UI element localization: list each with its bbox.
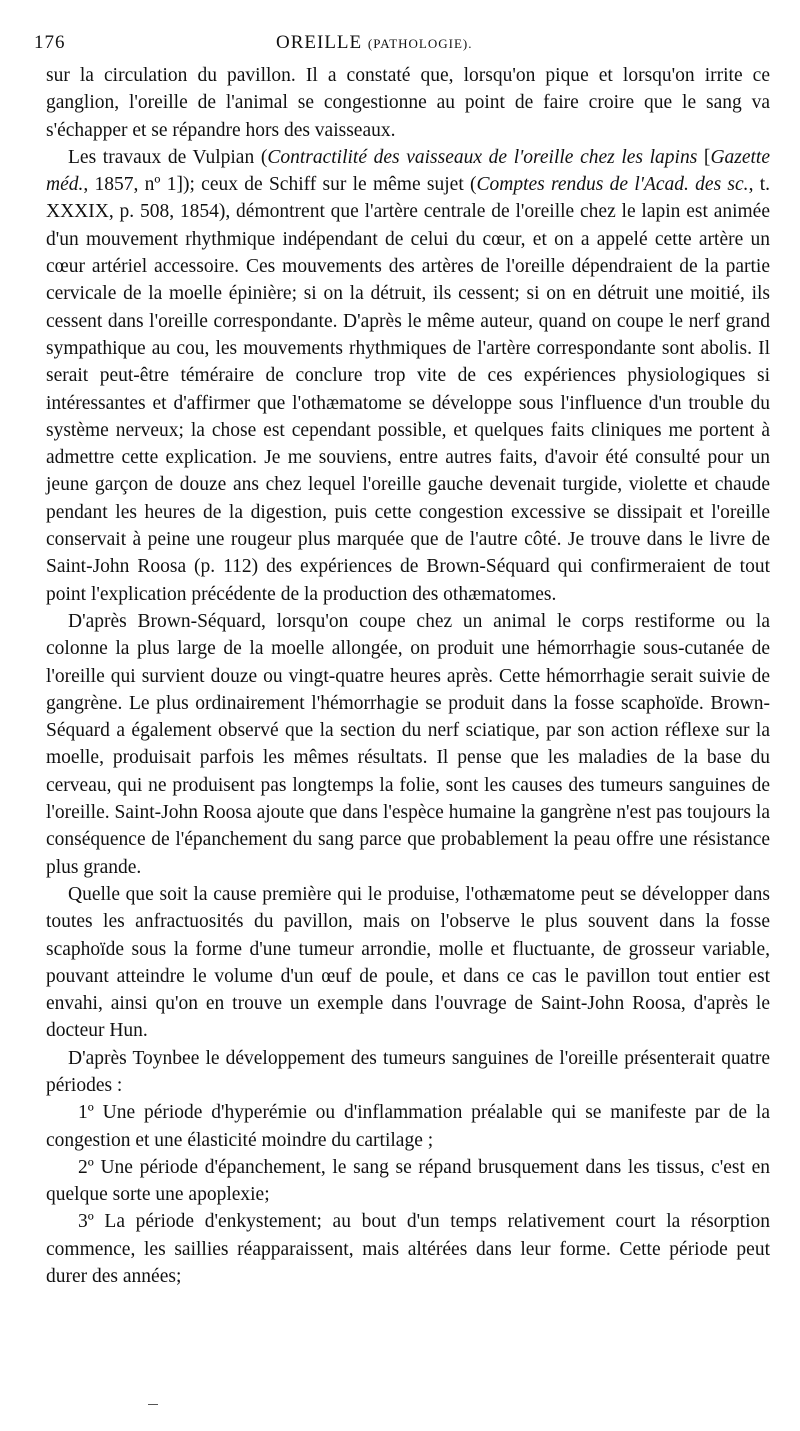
citation-vulpian-title: Contractilité des vaisseaux de l'oreille chez les lapins: [267, 146, 698, 168]
running-header: [34, 32, 770, 62]
list-item-2: 2º Une période d'épanchement, le sang se répand brusquement dans les tissus, c'est en quelque sorte une apoplexie;: [46, 1156, 770, 1206]
paragraph-3: D'après Brown-Séquard, lorsqu'on coupe chez un animal le corps restiforme ou la colonne la plus large de la moelle allongée, on produit une hémorrhagie sous-cutanée de l'oreille qui survient douze ou vingt-quatre heures après. Cette hémorrhagie serait suivie de gangrène. Le plus ordinairement l'hémorrhagie se produit dans la fosse scaphoïde. Brown-Séquard a également observé que la section du nerf sciatique, par son action réflexe sur la moelle, produisait parfois les mêmes résultats. Il pense que les maladies de la base du cerveau, qui ne produisent pas longtemps la folie, sont les causes des tumeurs sanguines de l'oreille. Saint-John Roosa ajoute que dans l'espèce humaine la gangrène n'est pas toujours la conséquence de l'épanchement du sang parce que probablement la peau offre une résistance plus grande.: [46, 610, 770, 878]
p2-seg-a: Les travaux de Vulpian (: [68, 146, 268, 168]
list-item-1: 1º Une période d'hyperémie ou d'inflammation préalable qui se manifeste par de la congestion et une élasticité moindre du cartilage ;: [46, 1102, 770, 1151]
page-number: 176: [34, 32, 66, 53]
page-title: [276, 32, 473, 54]
header-title-text: OREILLE: [276, 32, 363, 53]
citation-comptes-rendus: Comptes rendus de l'Acad. des sc.: [476, 174, 749, 196]
paragraph-1: sur la circulation du pavillon. Il a constaté que, lorsqu'on pique et lorsqu'on irrite ce ganglion, l'oreille de l'animal se congestionne au point de faire croire que le sang va s'échapper et se répandre hors des vaisseaux.: [46, 65, 770, 141]
citation-gazette: Gazette méd.: [46, 146, 771, 196]
p2-seg-e: , 1857, nº 1]); ceux de Schiff sur le même sujet (: [83, 174, 477, 196]
paragraph-5: D'après Toynbee le développement des tumeurs sanguines de l'oreille présenterait quatre périodes :: [46, 1047, 770, 1096]
p2-seg-g: , t. XXXIX, p. 508, 1854), démontrent que l'artère centrale de l'oreille chez le lapin est animée d'un mouvement rhythmique indépendant de celui du cœur, et on a appelé cette artère un cœur artériel accessoire. Ces mouvements des artères de l'oreille dépendraient de la partie cervicale de la moelle épinière; si on la détruit, ils cessent; si on en détruit une moitié, ils cessent dans l'oreille correspondante. D'après le même auteur, quand on coupe le nerf grand sympathique au cou, les mouvements rhythmiques de l'artère correspondante sont abolis. Il serait peut-être téméraire de conclure trop vite de ces expériences physiologiques si intéressantes et d'affirmer que l'othæmatome se développe sous l'influence d'un trouble du système nerveux; la chose est cependant possible, et quelques faits cliniques me portent à admettre cette explication. Je me souviens, entre autres faits, d'avoir été consulté pour un jeune garçon de douze ans chez lequel l'oreille gauche devenait turgide, violette et chaude pendant les heures de la digestion, puis cette congestion excessive se dissipait et l'oreille conservait à peine une rougeur plus marquée que de l'autre côté. Je trouve dans le livre de Saint-John Roosa (p. 112) des expériences de Brown-Séquard qui confirmeraient de tout point l'explication précédente de la production des othæmatomes.: [46, 174, 771, 605]
p2-seg-c: [: [697, 146, 711, 168]
paragraph-2: [46, 144, 770, 608]
footer-dash: [148, 1404, 158, 1405]
body-text: [46, 62, 770, 1290]
header-subtitle: (PATHOLOGIE).: [367, 36, 473, 51]
list-item-3: 3º La période d'enkystement; au bout d'un temps relativement court la résorption commence, les saillies réapparaissent, mais altérées dans leur forme. Cette période peut durer des années;: [46, 1211, 770, 1288]
paragraph-4: Quelle que soit la cause première qui le produise, l'othæmatome peut se développer dans toutes les anfractuosités du pavillon, mais on l'observe le plus souvent dans la fosse scaphoïde sous la forme d'une tumeur arrondie, molle et fluctuante, de grosseur variable, pouvant atteindre le volume d'un œuf de poule, et dans ce cas le pavillon tout entier est envahi, ainsi qu'on en trouve un exemple dans l'ouvrage de Saint-John Roosa, d'après le docteur Hun.: [46, 883, 770, 1042]
